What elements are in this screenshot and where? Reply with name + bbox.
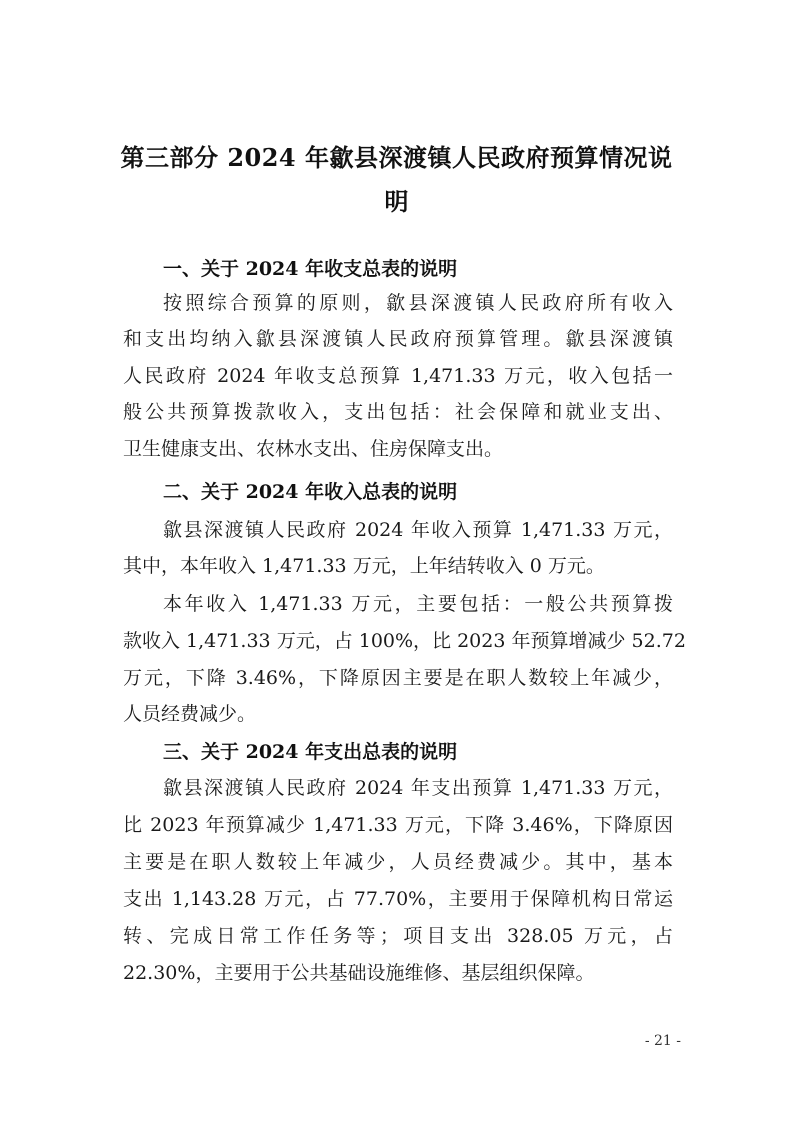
paragraph-line: 歙县深渡镇人民政府 2024 年支出预算 1,471.33 万元，	[163, 777, 673, 799]
paragraph-line: 款收入 1,471.33 万元，占 100%，比 2023 年预算增减少 52.72	[123, 630, 686, 652]
section-heading-3: 三、关于 2024 年支出总表的说明	[163, 741, 458, 763]
paragraph-line: 般公共预算拨款收入，支出包括：社会保障和就业支出、	[123, 401, 673, 423]
paragraph-line: 支出 1,143.28 万元，占 77.70%，主要用于保障机构日常运	[123, 888, 673, 910]
paragraph-line: 本年收入 1,471.33 万元，主要包括：一般公共预算拨	[163, 593, 673, 615]
section-heading-1: 一、关于 2024 年收支总表的说明	[163, 258, 458, 280]
page-title-line-1: 第三部分 2024 年歙县深渡镇人民政府预算情况说	[120, 143, 673, 172]
paragraph-line: 转、完成日常工作任务等；项目支出 328.05 万元，占	[123, 925, 673, 947]
paragraph-line: 比 2023 年预算减少 1,471.33 万元，下降 3.46%，下降原因	[123, 814, 673, 836]
paragraph-line: 和支出均纳入歙县深渡镇人民政府预算管理。歙县深渡镇	[123, 328, 673, 350]
paragraph-line: 卫生健康支出、农林水支出、住房保障支出。	[123, 438, 504, 460]
paragraph-line: 人民政府 2024 年收支总预算 1,471.33 万元，收入包括一	[123, 365, 673, 387]
paragraph-line: 主要是在职人数较上年减少，人员经费减少。其中，基本	[123, 851, 673, 873]
paragraph-line: 歙县深渡镇人民政府 2024 年收入预算 1,471.33 万元，	[163, 519, 673, 541]
paragraph-line: 人员经费减少。	[123, 703, 257, 725]
paragraph-line: 按照综合预算的原则，歙县深渡镇人民政府所有收入	[163, 292, 673, 314]
paragraph-line: 其中，本年收入 1,471.33 万元，上年结转收入 0 万元。	[123, 555, 605, 577]
section-heading-2: 二、关于 2024 年收入总表的说明	[163, 481, 458, 503]
page-title-line-2: 明	[384, 187, 409, 216]
paragraph-line: 万元，下降 3.46%，下降原因主要是在职人数较上年减少，	[123, 667, 673, 689]
paragraph-line: 22.30%，主要用于公共基础设施维修、基层组织保障。	[123, 962, 595, 984]
page-title	[100, 140, 693, 220]
page-number: - 21 -	[644, 1033, 681, 1049]
